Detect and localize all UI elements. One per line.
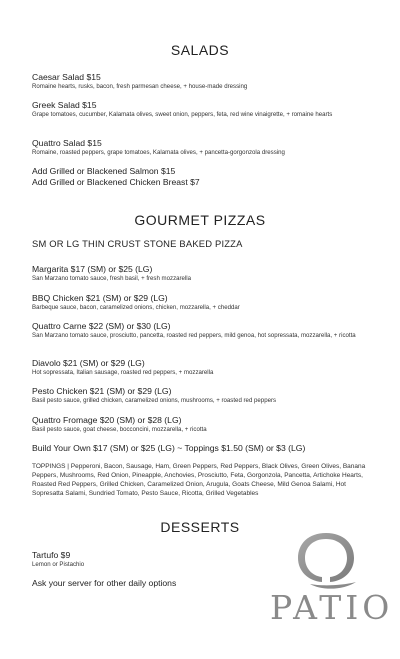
item-name: Quattro Fromage $20 (SM) or $28 (LG) xyxy=(32,415,182,425)
item-name: BBQ Chicken $21 (SM) or $29 (LG) xyxy=(32,293,168,303)
item-name: Pesto Chicken $21 (SM) or $29 (LG) xyxy=(32,386,172,396)
item-name: Quattro Salad $15 xyxy=(32,138,102,148)
item-name: Margarita $17 (SM) or $25 (LG) xyxy=(32,264,153,274)
menu-item xyxy=(32,264,372,283)
logo-wordmark: PATIO xyxy=(270,588,394,627)
item-name: Diavolo $21 (SM) or $29 (LG) xyxy=(32,358,145,368)
pizzas-title: GOURMET PIZZAS xyxy=(134,212,266,228)
addon-line: Add Grilled or Blackened Chicken Breast $7 xyxy=(32,177,200,187)
item-name: Greek Salad $15 xyxy=(32,100,97,110)
item-description: San Marzano tomato sauce, prosciutto, pancetta, roasted red peppers, mild genoa, hot sopressata, mozzarella, + ricotta xyxy=(32,332,356,339)
item-name: Caesar Salad $15 xyxy=(32,72,101,82)
item-description: Hot sopressata, Italian sausage, roasted red peppers, + mozzarella xyxy=(32,369,214,376)
item-description: Romaine, roasted peppers, grape tomatoes, Kalamata olives, + pancetta-gorgonzola dressing xyxy=(32,149,285,156)
salad-addons xyxy=(32,166,372,188)
q-mark-logo-icon xyxy=(270,530,382,594)
menu-item xyxy=(32,415,372,434)
item-name: Tartufo $9 xyxy=(32,550,71,560)
menu-item xyxy=(32,358,372,377)
patio-logo xyxy=(270,530,394,640)
build-your-own xyxy=(32,443,372,454)
item-description: Basil pesto sauce, grilled chicken, caramelized onions, mushrooms, + roasted red peppers xyxy=(32,397,277,404)
menu-item xyxy=(32,138,372,157)
dessert-note xyxy=(32,578,252,589)
salads-title: SALADS xyxy=(170,42,230,58)
dessert-note-line: Ask your server for other daily options xyxy=(32,578,177,588)
pizzas-subtitle: SM OR LG THIN CRUST STONE BAKED PIZZA xyxy=(32,238,243,249)
toppings-list: TOPPINGS | Pepperoni, Bacon, Sausage, Ham, Green Peppers, Red Peppers, Black Olives, Green Olives, Banana Peppers, Mushrooms, Red Onion, Pineapple, Anchovies, Prosciutto, Feta, Gorgonzola, Pancetta, Artichoke Hearts, Roasted Red Peppers, Grilled Chicken, Caramelized Onion, Arugula, Goats Cheese, Mild Genoa Salami, Hot Sopresatta Salami, Sundried Tomato, Pesto Sauce, Ricotta, Grilled Vegetables xyxy=(32,463,366,497)
item-description: Grape tomatoes, cucumber, Kalamata olives, sweet onion, peppers, feta, red wine vinaigrette, + romaine hearts xyxy=(32,111,333,118)
menu-item xyxy=(32,321,372,340)
menu-item xyxy=(32,72,372,91)
build-your-own-line: Build Your Own $17 (SM) or $25 (LG) ~ Toppings $1.50 (SM) or $3 (LG) xyxy=(32,443,306,453)
menu-item xyxy=(32,550,252,569)
item-description: Barbeque sauce, bacon, caramelized onions, chicken, mozzarella, + cheddar xyxy=(32,304,240,311)
item-name: Quattro Carne $22 (SM) or $30 (LG) xyxy=(32,321,171,331)
item-description: Romaine hearts, rusks, bacon, fresh parmesan cheese, + house-made dressing xyxy=(32,83,248,90)
menu-item xyxy=(32,386,372,405)
item-description: Basil pesto sauce, goat cheese, bocconcini, mozzarella, + ricotta xyxy=(32,426,207,433)
menu-item xyxy=(32,100,372,119)
menu-item xyxy=(32,293,372,312)
desserts-title: DESSERTS xyxy=(160,519,240,535)
item-description: San Marzano tomato sauce, fresh basil, + fresh mozzarella xyxy=(32,275,192,282)
addon-line: Add Grilled or Blackened Salmon $15 xyxy=(32,166,176,176)
item-description: Lemon or Pistachio xyxy=(32,561,85,568)
